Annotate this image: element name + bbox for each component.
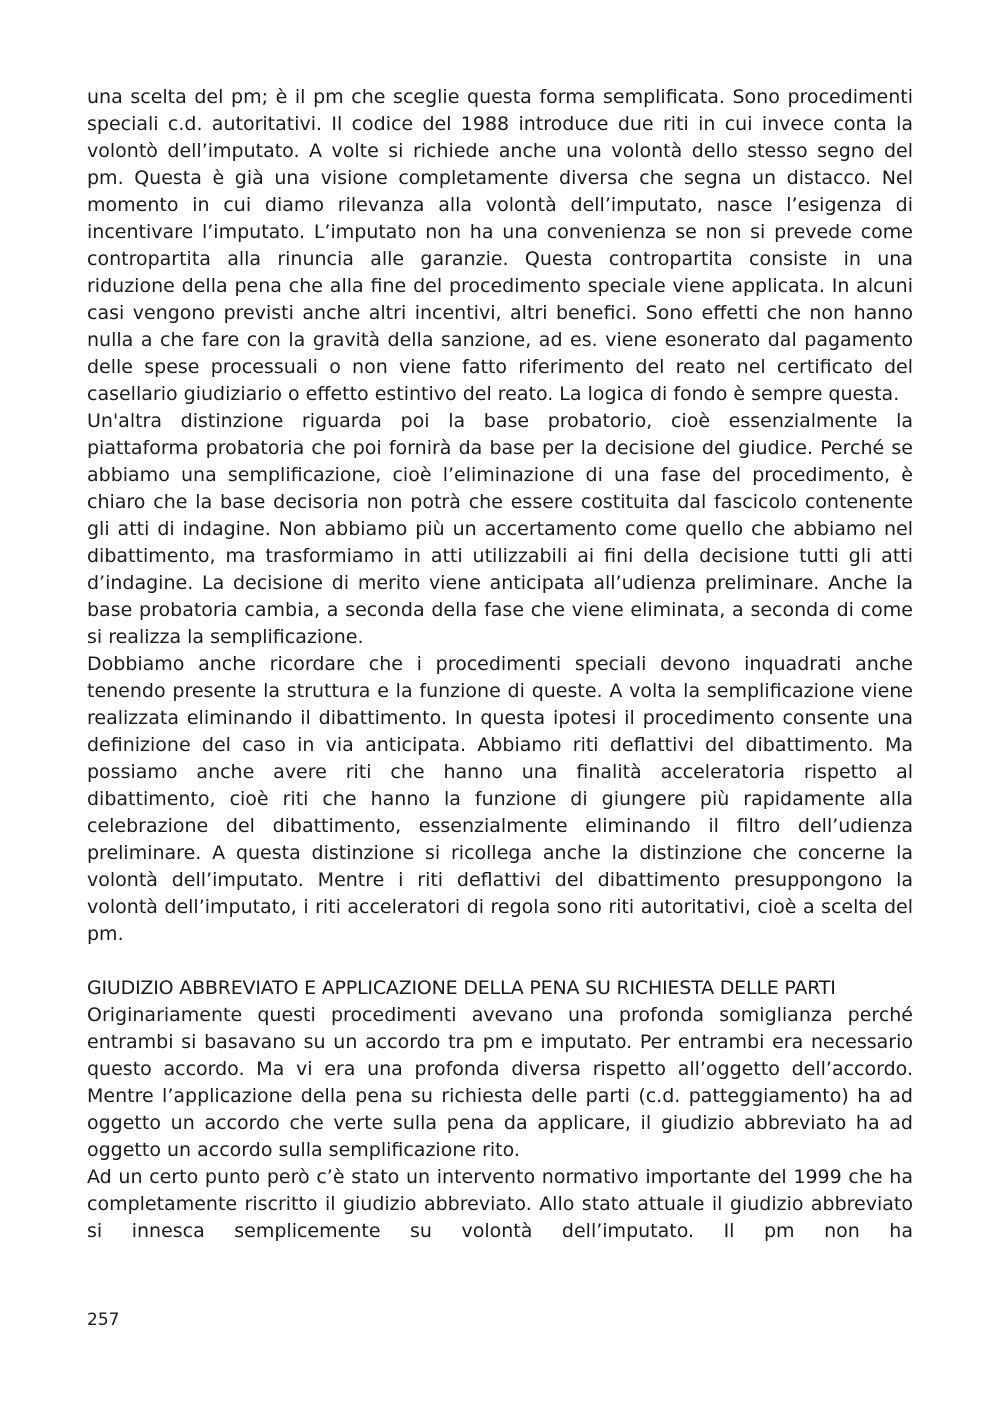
- blank-line: [87, 948, 913, 975]
- paragraph-1999-reform: Ad un certo punto però c’è stato un intervento normativo importante del 1999 che ha completamente riscritto il giudizio abbreviato. Allo stato attuale il giudizio abbreviato si innesca semplicemente su volontà dell’imputato. Il pm non ha: [87, 1166, 913, 1242]
- paragraph-original-similarity: Originariamente questi procedimenti avevano una profonda somiglianza perché entrambi si basavano su un accordo tra pm e imputato. Per entrambi era necessario questo accordo. Ma vi era una profonda diversa rispetto all’oggetto dell’accordo. Mentre l’applicazione della pena su richiesta delle parti (c.d. patteggiamento) ha ad oggetto un accordo che verte sulla pena da applicare, il giudizio abbreviato ha ad oggetto un accordo sulla semplificazione rito.: [87, 1004, 913, 1161]
- body-text: [87, 84, 913, 1245]
- section-heading: GIUDIZIO ABBREVIATO E APPLICAZIONE DELLA PENA SU RICHIESTA DELLE PARTI: [87, 977, 836, 999]
- paragraph-structure-function: Dobbiamo anche ricordare che i procedimenti speciali devono inquadrati anche tenendo presente la struttura e la funzione di queste. A volta la semplificazione viene realizzata eliminando il dibattimento. In questa ipotesi il procedimento consente una definizione del caso in via anticipata. Abbiamo riti deflattivi del dibattimento. Ma possiamo anche avere riti che hanno una finalità acceleratoria rispetto al dibattimento, cioè riti che hanno la funzione di giungere più rapidamente alla celebrazione del dibattimento, essenzialmente eliminando il filtro dell’udienza preliminare. A questa distinzione si ricollega anche la distinzione che concerne la volontà dell’imputato. Mentre i riti deflattivi del dibattimento presuppongono la volontà dell’imputato, i riti acceleratori di regola sono riti autoritativi, cioè a scelta del pm.: [87, 653, 913, 945]
- paragraph-evidentiary-basis: Un'altra distinzione riguarda poi la base probatorio, cioè essenzialmente la piattaforma probatoria che poi fornirà da base per la decisione del giudice. Perché se abbiamo una semplificazione, cioè l’eliminazione di una fase del procedimento, è chiaro che la base decisoria non potrà che essere costituita dal fascicolo contenente gli atti di indagine. Non abbiamo più un accertamento come quello che abbiamo nel dibattimento, ma trasformiamo in atti utilizzabili ai fini della decisione tutti gli atti d’indagine. La decisione di merito viene anticipata all’udienza preliminare. Anche la base probatoria cambia, a seconda della fase che viene eliminata, a seconda di come si realizza la semplificazione.: [87, 410, 913, 648]
- page-number: 257: [87, 1310, 120, 1330]
- paragraph-special-procedures-intro: una scelta del pm; è il pm che sceglie questa forma semplificata. Sono procedimenti speciali c.d. autoritativi. Il codice del 1988 introduce due riti in cui invece conta la volontò dell’imputato. A volte si richiede anche una volontà dello stesso segno del pm. Questa è già una visione completamente diversa che segna un distacco. Nel momento in cui diamo rilevanza alla volontà dell’imputato, nasce l’esigenza di incentivare l’imputato. L’imputato non ha una convenienza se non si prevede come contropartita alla rinuncia alle garanzie. Questa contropartita consiste in una riduzione della pena che alla fine del procedimento speciale viene applicata. In alcuni casi vengono previsti anche altri incentivi, altri benefici. Sono effetti che non hanno nulla a che fare con la gravità della sanzione, ad es. viene esonerato dal pagamento delle spese processuali o non viene fatto riferimento del reato nel certificato del casellario giudiziario o effetto estintivo del reato. La logica di fondo è sempre questa.: [87, 86, 913, 405]
